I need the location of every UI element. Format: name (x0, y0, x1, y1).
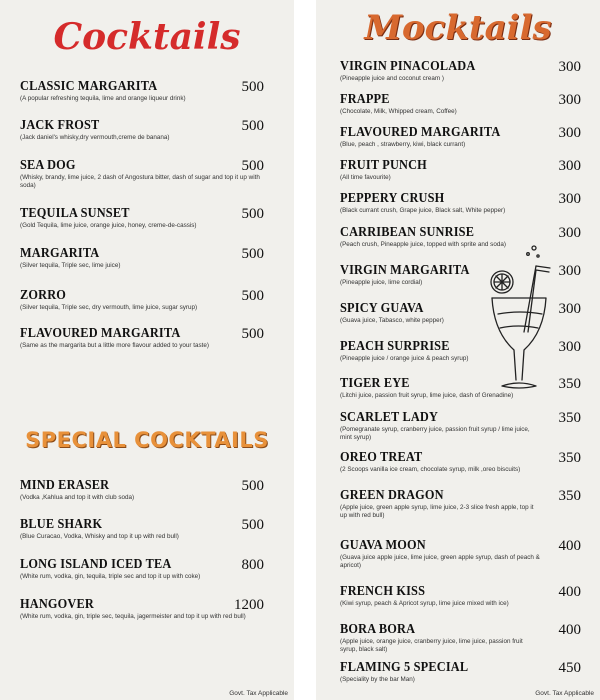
item-price: 300 (558, 158, 581, 174)
item-price: 500 (241, 118, 264, 134)
item-name: ZORRO (20, 288, 67, 303)
item-name: BORA BORA (340, 622, 416, 637)
item-price: 300 (558, 263, 581, 279)
cocktails-title: Cocktails (53, 16, 241, 58)
item-price: 400 (558, 622, 581, 638)
item-name: JACK FROST (20, 118, 100, 133)
item-name: VIRGIN MARGARITA (340, 263, 470, 278)
item-description: (Peach crush, Pineapple juice, topped with sprite and soda) (340, 241, 506, 248)
item-price: 800 (241, 557, 264, 573)
tax-note: Govt. Tax Applicable (229, 690, 288, 697)
item-price: 500 (241, 288, 264, 304)
item-description: (2 Scoops vanilla ice cream, chocolate syrup, milk ,oreo biscuits) (340, 466, 521, 473)
item-name: CLASSIC MARGARITA (20, 79, 158, 94)
item-description: (Apple juice, orange juice, cranberry juice, lime juice, passion fruit syrup, black salt) (340, 638, 523, 653)
item-name: FLAMING 5 SPECIAL (340, 660, 469, 675)
item-description: (Blue Curacao, Vodka, Whisky and top it up with red bull) (20, 533, 179, 540)
item-name: FRENCH KISS (340, 584, 426, 599)
item-description: (Silver tequila, Triple sec, lime juice) (20, 262, 121, 269)
item-price: 300 (558, 339, 581, 355)
item-name: GUAVA MOON (340, 538, 426, 553)
item-name: FLAVOURED MARGARITA (340, 125, 501, 140)
item-price: 300 (558, 191, 581, 207)
tax-note: Govt. Tax Applicable (535, 690, 594, 697)
item-price: 300 (558, 225, 581, 241)
item-description: (Guava juice, Tabasco, white pepper) (340, 317, 444, 324)
item-description: (All time favourite) (340, 174, 391, 181)
item-name: SEA DOG (20, 158, 76, 173)
item-price: 300 (558, 125, 581, 141)
item-name: LONG ISLAND ICED TEA (20, 557, 172, 572)
item-price: 500 (241, 478, 264, 494)
item-name: GREEN DRAGON (340, 488, 444, 503)
item-price: 500 (241, 79, 264, 95)
item-name: BLUE SHARK (20, 517, 103, 532)
item-description: (Black currant crush, Grape juice, Black salt, White pepper) (340, 207, 506, 214)
mocktails-title: Mocktails (364, 8, 552, 48)
item-price: 350 (558, 450, 581, 466)
item-description: (Silver tequila, Triple sec, dry vermouth, lime juice, sugar syrup) (20, 304, 198, 311)
item-description: (Blue, peach , strawberry, kiwi, black currant) (340, 141, 466, 148)
item-name: CARRIBEAN SUNRISE (340, 225, 475, 240)
item-price: 500 (241, 246, 264, 262)
item-description: (Pomegranate syrup, cranberry juice, passion fruit syrup / lime juice, mint syrup) (340, 426, 530, 441)
item-price: 300 (558, 301, 581, 317)
item-price: 300 (558, 59, 581, 75)
item-description: (Pineapple juice, lime cordial) (340, 279, 423, 286)
item-price: 500 (241, 206, 264, 222)
item-description: (Whisky, brandy, lime juice, 2 dash of Angostura bitter, dash of sugar and top it up with soda) (20, 174, 260, 189)
item-price: 500 (241, 158, 264, 174)
item-price: 450 (558, 660, 581, 676)
item-name: SPICY GUAVA (340, 301, 424, 316)
item-name: VIRGIN PINACOLADA (340, 59, 476, 74)
item-price: 350 (558, 376, 581, 392)
item-description: (Pineapple juice and coconut cream ) (340, 75, 444, 82)
item-price: 400 (558, 584, 581, 600)
item-description: (White rum, vodka, gin, tequila, triple sec and top it up with coke) (20, 573, 201, 580)
item-price: 1200 (234, 597, 264, 613)
item-name: PEACH SURPRISE (340, 339, 450, 354)
item-name: FLAVOURED MARGARITA (20, 326, 181, 341)
item-description: (Litchi juice, passion fruit syrup, lime juice, dash of Grenadine) (340, 392, 514, 399)
item-name: MARGARITA (20, 246, 100, 261)
item-description: (Jack daniel's whisky,dry vermouth,creme de banana) (20, 134, 170, 141)
cocktails-panel (0, 0, 294, 700)
item-description: (Guava juice apple juice, lime juice, green apple syrup, dash of peach & apricot) (340, 554, 540, 569)
item-name: SCARLET LADY (340, 410, 439, 425)
item-price: 500 (241, 326, 264, 342)
item-name: PEPPERY CRUSH (340, 191, 445, 206)
item-description: (Vodka ,Kahlua and top it with club soda) (20, 494, 135, 501)
item-name: TIGER EYE (340, 376, 410, 391)
item-description: (A popular refreshing tequila, lime and orange liqueur drink) (20, 95, 186, 102)
item-price: 400 (558, 538, 581, 554)
item-price: 350 (558, 488, 581, 504)
special-cocktails-title: SPECIAL COCKTAILS (25, 428, 269, 452)
item-name: HANGOVER (20, 597, 94, 612)
item-price: 350 (558, 410, 581, 426)
item-price: 300 (558, 92, 581, 108)
item-description: (Chocolate, Milk, Whipped cream, Coffee) (340, 108, 457, 115)
item-name: FRUIT PUNCH (340, 158, 427, 173)
item-description: (Kiwi syrup, peach & Apricot syrup, lime juice mixed with ice) (340, 600, 509, 607)
item-description: (White rum, vodka, gin, triple sec, tequila, jagermeister and top it up with red bull) (20, 613, 246, 620)
item-price: 500 (241, 517, 264, 533)
item-name: FRAPPE (340, 92, 390, 107)
item-name: TEQUILA SUNSET (20, 206, 130, 221)
item-name: OREO TREAT (340, 450, 423, 465)
item-description: (Speciality by the bar Man) (340, 676, 415, 683)
item-description: (Same as the margarita but a little more flavour added to your taste) (20, 342, 209, 349)
item-name: MIND ERASER (20, 478, 110, 493)
item-description: (Pineapple juice / orange juice & peach syrup) (340, 355, 469, 362)
item-description: (Gold Tequila, lime juice, orange juice, honey, creme-de-cassis) (20, 222, 197, 229)
mocktail-glass-icon (488, 240, 558, 400)
item-description: (Apple juice, green apple syrup, lime juice, 2-3 slice fresh apple, top it up with red bull) (340, 504, 534, 519)
